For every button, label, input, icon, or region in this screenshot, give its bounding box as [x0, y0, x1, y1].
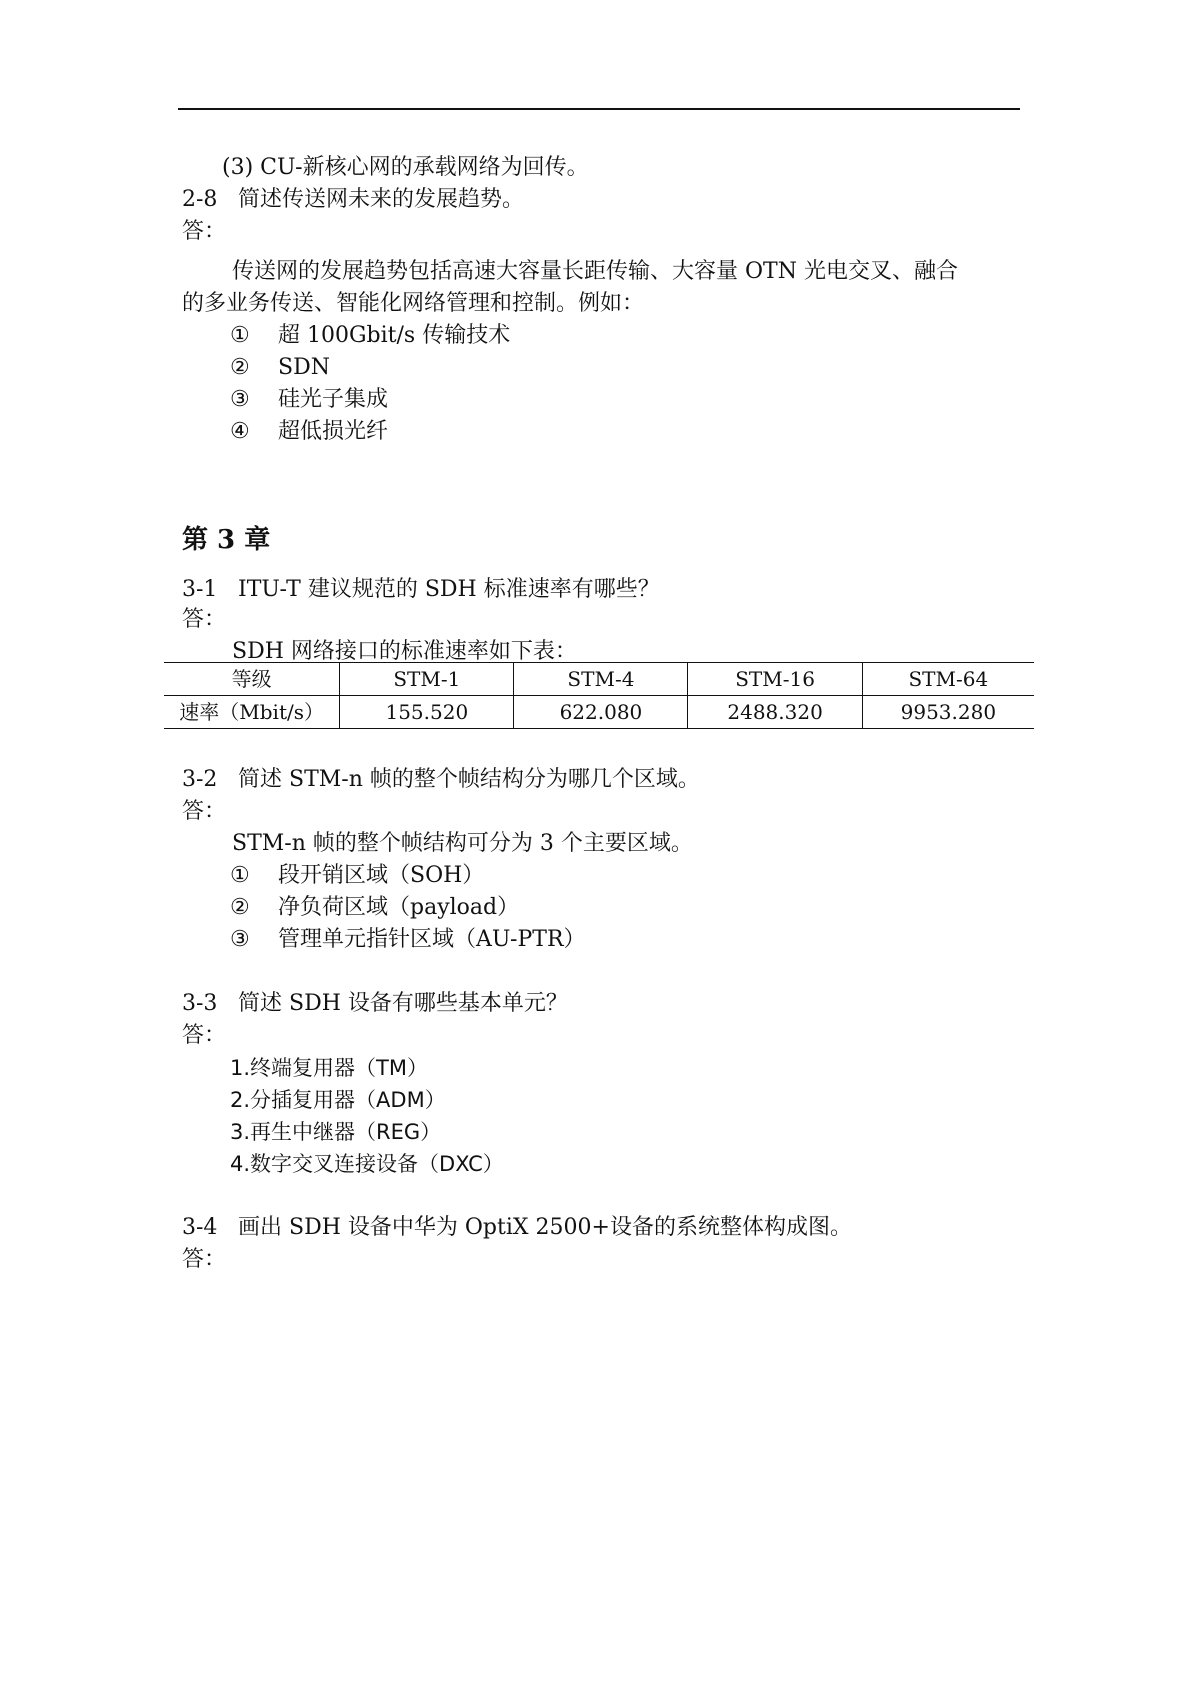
answer-label: 答：: [182, 607, 227, 632]
table-header-cell: STM-4: [514, 663, 688, 696]
list-item-text: 段开销区域（SOH）: [278, 863, 485, 888]
question-number: 3-4: [182, 1215, 218, 1240]
question-text: 简述传送网未来的发展趋势。: [238, 187, 525, 212]
list-item: [230, 352, 330, 384]
question-text: 简述 STM-n 帧的整个帧结构分为哪几个区域。: [238, 767, 700, 792]
question-3-1: [182, 574, 660, 606]
list-item: 4.数字交叉连接设备（DXC）: [230, 1152, 504, 1176]
list-item-text: 超低损光纤: [278, 419, 389, 444]
list-item-text: 硅光子集成: [278, 387, 389, 412]
question-text: 画出 SDH 设备中华为 OptiX 2500+设备的系统整体构成图。: [238, 1215, 852, 1240]
table-header-cell: STM-64: [862, 663, 1034, 696]
table-cell: 速率（Mbit/s）: [164, 696, 340, 729]
list-item: [230, 416, 388, 448]
question-number: 3-1: [182, 577, 218, 602]
table-cell: 155.520: [340, 696, 514, 729]
list-item: [230, 384, 388, 416]
list-marker: ③: [230, 387, 250, 412]
question-3-4: [182, 1212, 852, 1244]
list-item-text: SDN: [278, 355, 330, 380]
question-text: ITU-T 建议规范的 SDH 标准速率有哪些？: [238, 577, 660, 602]
question-3-3: [182, 988, 568, 1020]
item-3-backhaul: (3) CU-新核心网的承载网络为回传。: [222, 155, 589, 180]
question-2-8: [182, 184, 524, 216]
question-3-2: [182, 764, 700, 796]
list-item: 1.终端复用器（TM）: [230, 1056, 428, 1080]
answer-label: 答：: [182, 1247, 227, 1272]
list-marker: ②: [230, 355, 250, 380]
table-row: [164, 696, 1034, 729]
table-intro: SDH 网络接口的标准速率如下表：: [232, 639, 577, 664]
answer-paragraph-line-2: 的多业务传送、智能化网络管理和控制。例如：: [182, 291, 645, 316]
list-item-text: 超 100Gbit/s 传输技术: [278, 323, 511, 348]
table-header-cell: STM-16: [688, 663, 862, 696]
list-item-text: 管理单元指针区域（AU-PTR）: [278, 927, 586, 952]
list-marker: ④: [230, 419, 250, 444]
list-item: [230, 320, 510, 352]
table-header-cell: 等级: [164, 663, 340, 696]
list-marker: ③: [230, 927, 250, 952]
list-item: [230, 892, 519, 924]
table-cell: 622.080: [514, 696, 688, 729]
list-item: 3.再生中继器（REG）: [230, 1120, 442, 1144]
list-item: [230, 924, 586, 956]
answer-label: 答：: [182, 799, 227, 824]
table-header-cell: STM-1: [340, 663, 514, 696]
table-cell: 9953.280: [862, 696, 1034, 729]
answer-label: 答：: [182, 1023, 227, 1048]
question-number: 3-3: [182, 991, 218, 1016]
header-rule: [178, 108, 1020, 110]
table-header-row: [164, 663, 1034, 696]
answer-label: 答：: [182, 219, 227, 244]
list-marker: ②: [230, 895, 250, 920]
list-marker: ①: [230, 863, 250, 888]
answer-paragraph-line-1: 传送网的发展趋势包括高速大容量长距传输、大容量 OTN 光电交叉、融合: [232, 259, 958, 284]
list-marker: ①: [230, 323, 250, 348]
list-item: [230, 860, 484, 892]
chapter-title: 第 3 章: [182, 525, 271, 555]
list-item: 2.分插复用器（ADM）: [230, 1088, 446, 1112]
sdh-rate-table: [164, 662, 1034, 729]
table-cell: 2488.320: [688, 696, 862, 729]
list-item-text: 净负荷区域（payload）: [278, 895, 520, 920]
question-text: 简述 SDH 设备有哪些基本单元？: [238, 991, 568, 1016]
answer-intro: STM-n 帧的整个帧结构可分为 3 个主要区域。: [232, 831, 693, 856]
question-number: 3-2: [182, 767, 218, 792]
question-number: 2-8: [182, 187, 218, 212]
